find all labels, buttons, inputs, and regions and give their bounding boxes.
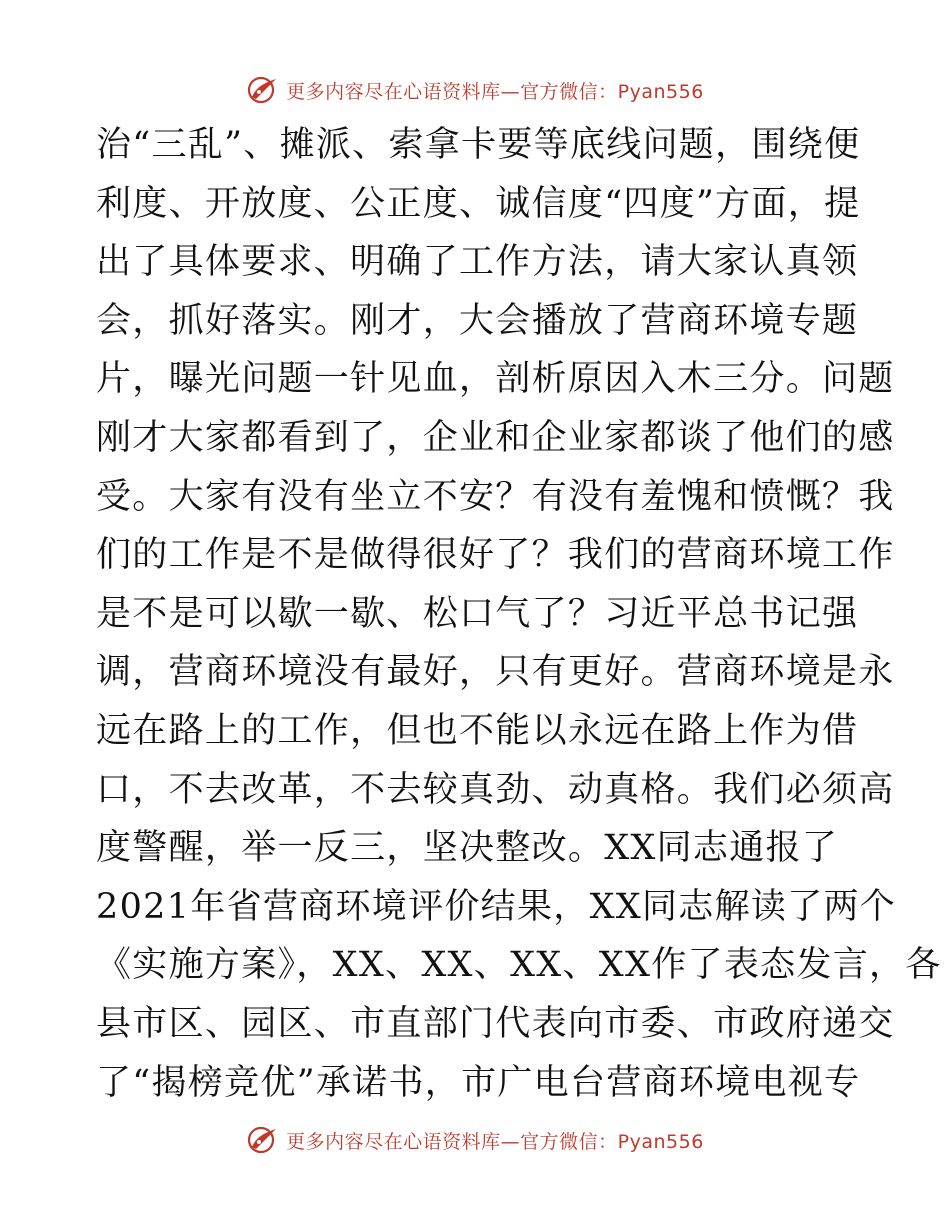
- watermark-text: 更多内容尽在心语资料库—官方微信：Pyan556: [286, 1130, 704, 1153]
- text-line: 刚才大家都看到了，企业和企业家都谈了他们的感: [96, 417, 895, 458]
- text-line: 口，不去改革，不去较真劲、动真格。我们必须高: [96, 769, 895, 810]
- text-line: 2021年省营商环境评价结果，XX同志解读了两个: [96, 886, 897, 927]
- text-line: 受。大家有没有坐立不安？有没有羞愧和愤慨？我: [96, 476, 895, 517]
- text-line: 治“三乱”、摊派、索拿卡要等底线问题，围绕便: [96, 125, 861, 165]
- pen-nib-logo-icon: [246, 1125, 280, 1155]
- header-watermark: [0, 72, 950, 108]
- text-line: 了“揭榜竞优”承诺书，市广电台营商环境电视专: [96, 1062, 861, 1103]
- text-line: 远在路上的工作，但也不能以永远在路上作为借: [96, 710, 859, 751]
- document-body: [96, 116, 942, 1112]
- pen-nib-logo-icon: [246, 75, 280, 105]
- text-line: 调，营商环境没有最好，只有更好。营商环境是永: [96, 652, 895, 693]
- watermark-text: 更多内容尽在心语资料库—官方微信：Pyan556: [286, 80, 704, 103]
- footer-watermark: [0, 1122, 950, 1158]
- text-line: 度警醒，举一反三，坚决整改。XX同志通报了: [96, 828, 839, 869]
- text-line: 片，曝光问题一针见血，剖析原因入木三分。问题: [96, 359, 895, 400]
- text-line: 是不是可以歇一歇、松口气了？习近平总书记强: [96, 593, 859, 634]
- text-line: 出了具体要求、明确了工作方法，请大家认真领: [96, 242, 859, 283]
- text-line: 们的工作是不是做得很好了？我们的营商环境工作: [96, 535, 895, 576]
- text-line: 《实施方案》，XX、XX、XX、XX作了表态发言，各: [96, 945, 942, 986]
- text-line: 利度、开放度、公正度、诚信度“四度”方面，提: [96, 183, 861, 224]
- text-line: 会，抓好落实。刚才，大会播放了营商环境专题: [96, 300, 859, 341]
- text-line: 县市区、园区、市直部门代表向市委、市政府递交: [96, 1003, 895, 1044]
